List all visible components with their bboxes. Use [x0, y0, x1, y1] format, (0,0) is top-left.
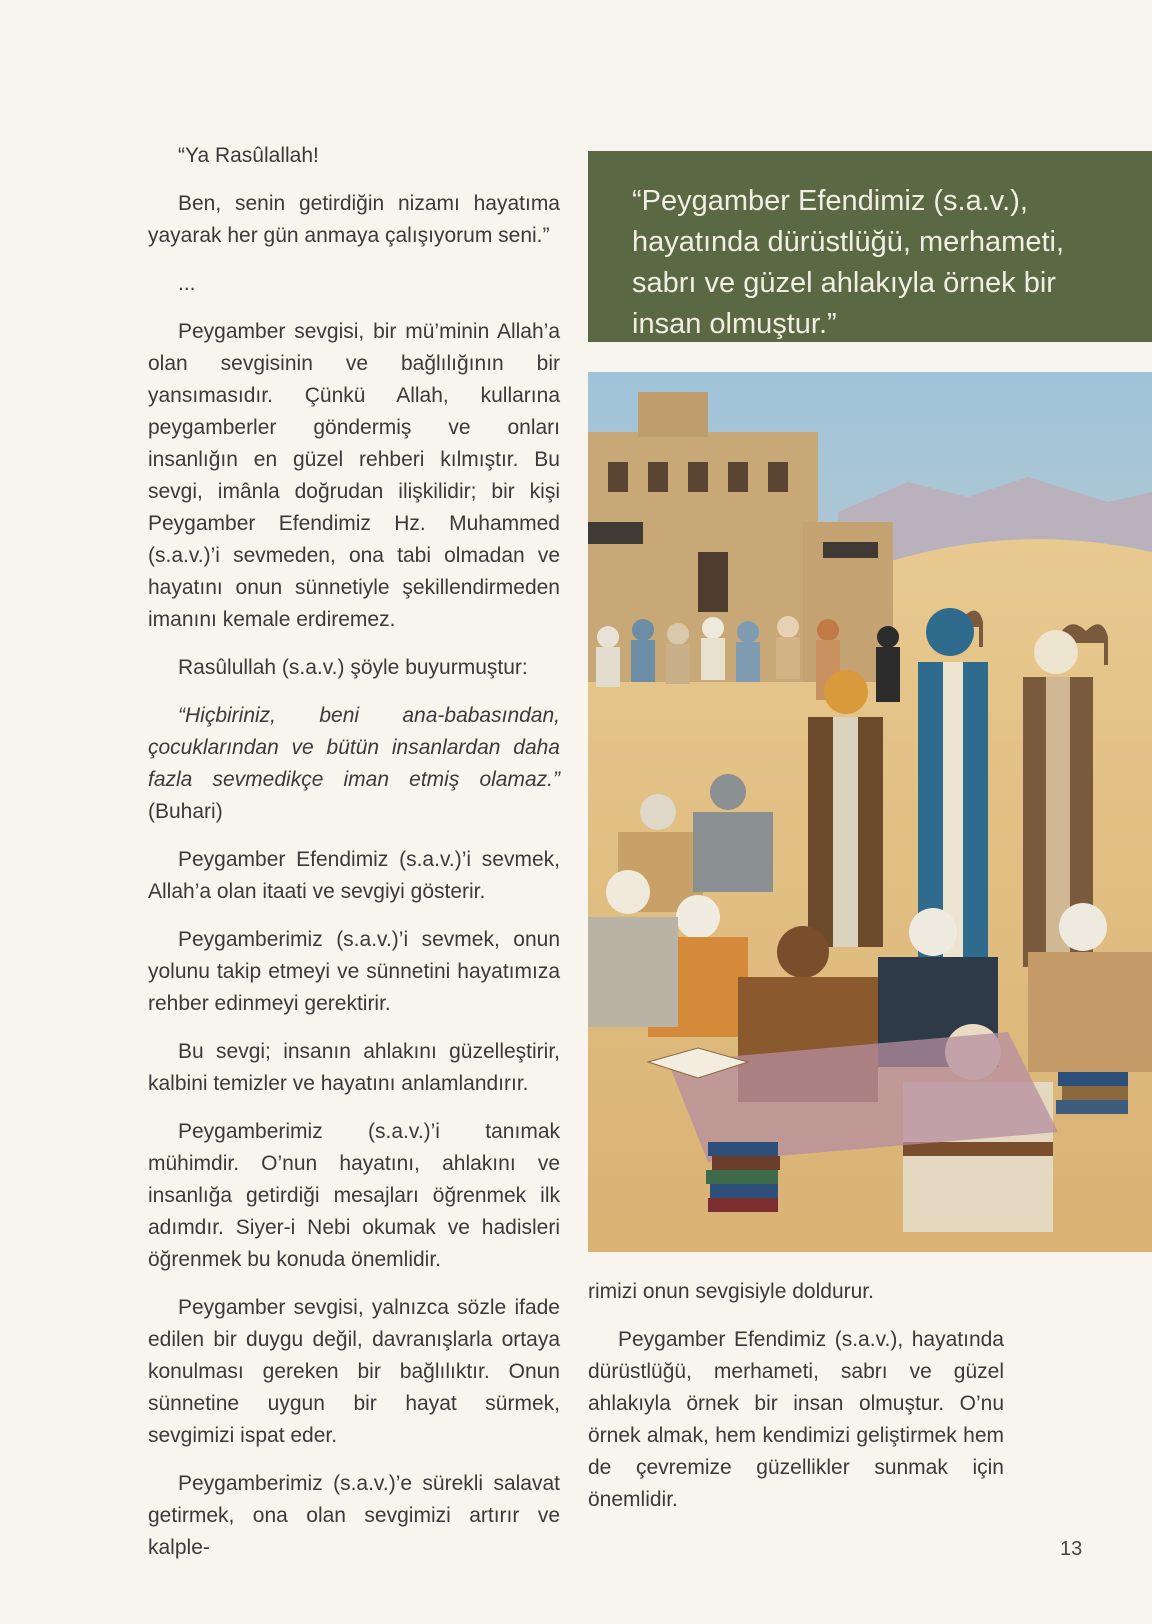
left-column: [148, 140, 560, 1580]
paragraph-10: Peygamber sevgisi, yalnızca sözle ifade edilen bir duygu değil, davranışlarla ortaya konulması gereken bir bağlılıktır. Onun sünnetine uygun bir hayat sürmek, sevgimizi ispat eder.: [148, 1296, 560, 1447]
pull-quote-text: “Peygamber Efendimiz (s.a.v.), hayatında dürüstlüğü, merhameti, sabrı ve güzel ahlakıyla örnek bir insan olmuştur.”: [632, 185, 1065, 340]
paragraph-1: “Ya Rasûlallah!: [178, 144, 319, 167]
hadith-quote: “Hiçbiriniz, beni ana-babasından, çocuklarından ve bütün insanlardan daha fazla sevmedikçe iman etmiş olamaz.”: [148, 704, 560, 791]
ellipsis-paragraph: ...: [178, 272, 196, 295]
page-number: 13: [1060, 1538, 1083, 1560]
paragraph-7: Peygamberimiz (s.a.v.)’i sevmek, onun yolunu takip etmeyi ve sünnetini hayatımıza rehber edinmeyi gerektirir.: [148, 928, 560, 1015]
paragraph-8: Bu sevgi; insanın ahlakını güzelleştirir, kalbini temizler ve hayatını anlamlandırır.: [148, 1040, 560, 1095]
paragraph-11: Peygamberimiz (s.a.v.)’e sürekli salavat getirmek, ona olan sevgimizi artırır ve kalple-: [148, 1472, 560, 1559]
right-column: [588, 1276, 1004, 1532]
closing-paragraph: Peygamber Efendimiz (s.a.v.), hayatında dürüstlüğü, merhameti, sabrı ve güzel ahlakıyla örnek bir insan olmuştur. O’nu örnek almak, hem kendimizi geliştirmek hem de çevremize güzellikler sunmak için önemlidir.: [588, 1328, 1004, 1511]
pull-quote-box: [588, 151, 1152, 342]
paragraph-9: Peygamberimiz (s.a.v.)’i tanımak mühimdir. O’nun hayatını, ahlakını ve insanlığa getirdiği mesajları öğrenmek ilk adımdır. Siyer-i Nebi okumak ve hadisleri öğrenmek bu konuda önemlidir.: [148, 1120, 560, 1271]
paragraph-3: Peygamber sevgisi, bir mü’minin Allah’a olan sevgisinin ve bağlılığının bir yansımasıdır. Çünkü Allah, kullarına peygamberler göndermiş ve onları insanlığın en güzel rehberi kılmıştır. Bu sevgi, imânla doğrudan ilişkilidir; bir kişi Peygamber Efendimiz Hz. Muhammed (s.a.v.)’i sevmeden, ona tabi olmadan ve hayatını onun sünnetiyle şekillendirmeden imanını kemale erdiremez.: [148, 320, 560, 631]
desert-gathering-illustration: [588, 372, 1152, 1252]
continuation-line: rimizi onun sevgisiyle doldurur.: [588, 1280, 874, 1303]
paragraph-6: Peygamber Efendimiz (s.a.v.)’i sevmek, Allah’a olan itaati ve sevgiyi gösterir.: [148, 848, 560, 903]
illustration-svg: [588, 372, 1152, 1252]
hadith-source: (Buhari): [148, 800, 223, 823]
paragraph-4: Rasûlullah (s.a.v.) şöyle buyurmuştur:: [178, 656, 528, 679]
hadith-paragraph: [148, 700, 560, 828]
paragraph-2: Ben, senin getirdiğin nizamı hayatıma yayarak her gün anmaya çalışıyorum seni.”: [148, 192, 560, 247]
